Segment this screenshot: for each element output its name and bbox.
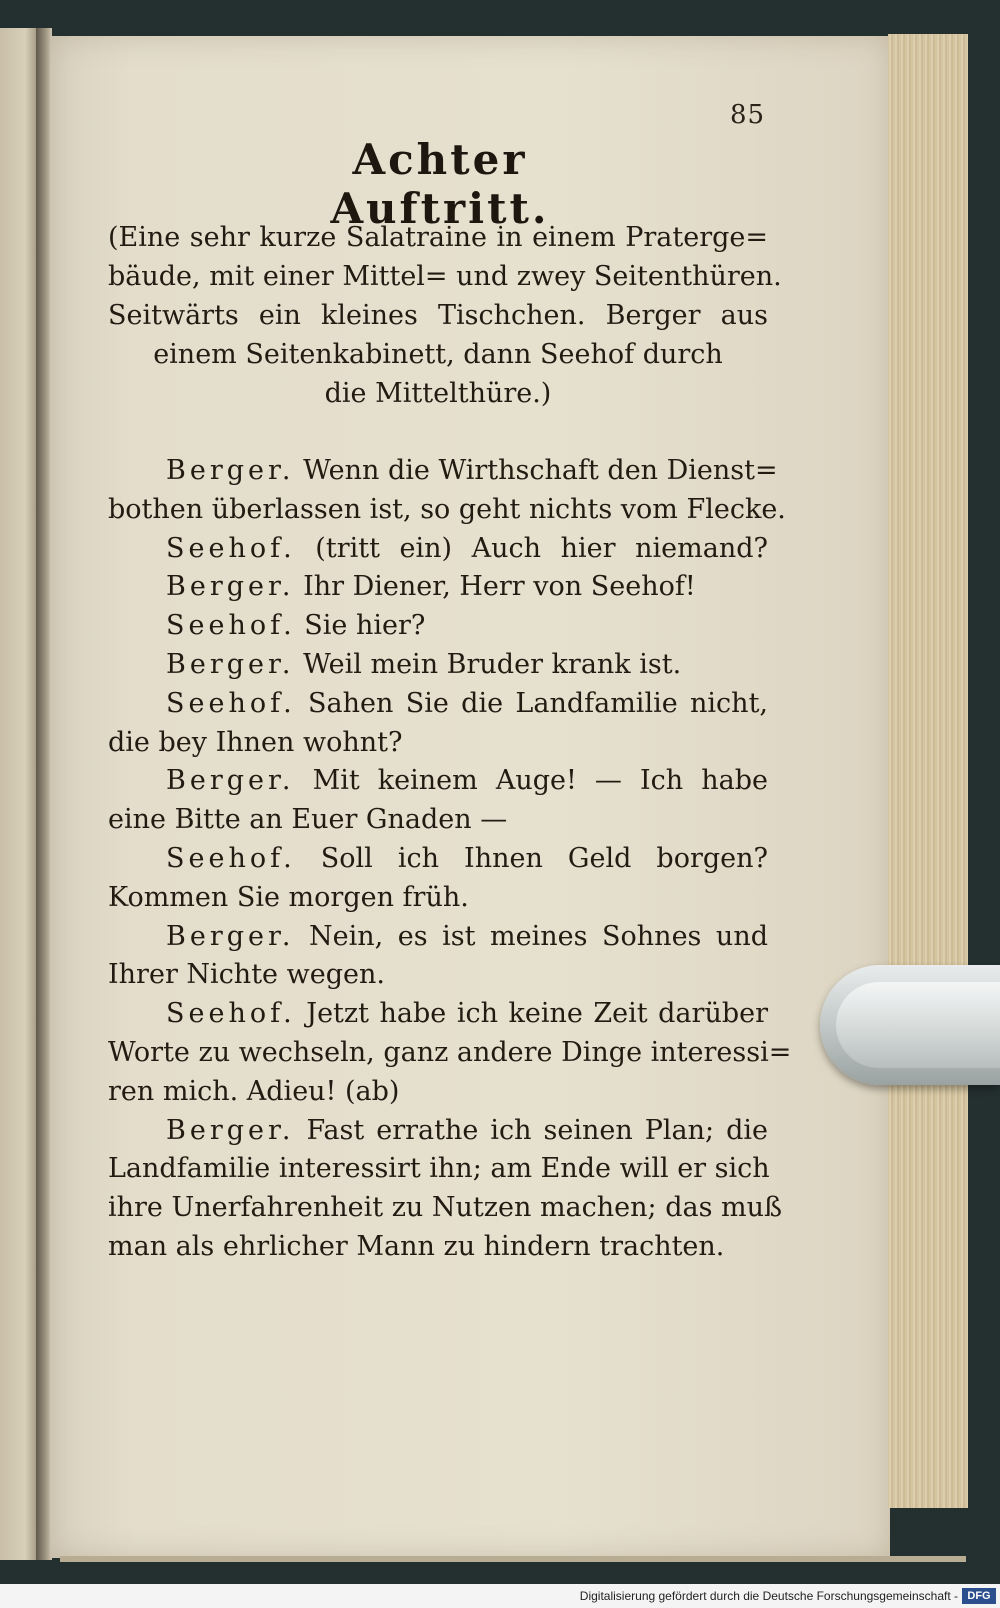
dialogue-line: [108, 646, 768, 685]
dialogue-line: [108, 491, 786, 530]
dialogue-text: Ihr Diener, Herr von Seehof!: [294, 571, 696, 603]
stage-direction-line: einem Seitenkabinett, dann Seehof durch: [153, 339, 723, 370]
dialogue-line: [108, 762, 768, 801]
dialogue-line: [108, 1112, 768, 1151]
dialogue-line: [108, 879, 768, 918]
speaker-name: Berger.: [166, 648, 295, 680]
speaker-name: Berger.: [166, 455, 295, 486]
speaker-name: Berger.: [166, 1114, 295, 1146]
stage-direction-line: bäude, mit einer Mittel= und zwey Seitenthüren.: [108, 261, 782, 292]
dialogue-text: (tritt ein) Auch hier niemand?: [295, 532, 768, 564]
speaker-name: Seehof.: [166, 610, 296, 642]
dialogue-text: Nein, es ist meines Sohnes und: [294, 920, 768, 952]
speaker-name: Seehof.: [166, 687, 296, 719]
dialogue-text: eine Bitte an Euer Gnaden —: [108, 804, 508, 836]
dfg-logo: DFG: [962, 1588, 996, 1604]
dialogue-text: man als ehrlicher Mann zu hindern trachten.: [108, 1230, 725, 1262]
facing-page-edge: [0, 28, 36, 1560]
dialogue-block: [108, 452, 792, 1267]
dialogue-line: [108, 801, 768, 840]
speaker-name: Seehof.: [166, 842, 296, 874]
dialogue-line: [108, 995, 768, 1034]
dialogue-line: [108, 685, 768, 724]
scene-heading: Achter Auftritt.: [330, 135, 550, 233]
speaker-name: Berger.: [166, 571, 295, 603]
dialogue-line: [108, 1034, 792, 1073]
dialogue-text: Jetzt habe ich keine Zeit darüber: [295, 998, 768, 1030]
dialogue-line: [108, 1189, 783, 1228]
speaker-name: Berger.: [166, 765, 295, 797]
dialogue-line: [108, 956, 768, 995]
dialogue-line: [108, 568, 768, 607]
dialogue-text: Worte zu wechseln, ganz andere Dinge interessi=: [108, 1036, 792, 1068]
dialogue-line: [108, 452, 778, 491]
dialogue-line: [108, 1073, 768, 1112]
page-bottom-edge: [60, 1556, 966, 1562]
dialogue-text: Sie hier?: [295, 610, 426, 642]
speaker-name: Seehof.: [166, 998, 296, 1030]
page-number: 85: [730, 100, 766, 130]
dialogue-text: Ihrer Nichte wegen.: [108, 959, 385, 991]
dialogue-text: Wenn die Wirthschaft den Dienst=: [294, 455, 778, 486]
dialogue-text: Sahen Sie die Landfamilie nicht,: [295, 687, 768, 719]
dialogue-line: [108, 607, 768, 646]
dialogue-text: bothen überlassen ist, so geht nichts vom Flecke.: [108, 493, 786, 525]
page-stack-edges: [888, 34, 968, 1508]
dialogue-line: [108, 724, 768, 763]
stage-direction-line: die Mittelthüre.): [324, 378, 552, 409]
dialogue-text: Kommen Sie morgen früh.: [108, 881, 469, 913]
stage-direction-line: (Eine sehr kurze Salatraine in einem Praterge=: [108, 222, 768, 253]
dialogue-line: [108, 1150, 768, 1189]
speaker-name: Berger.: [166, 920, 295, 952]
footer-bar: [0, 1584, 1000, 1608]
dialogue-text: die bey Ihnen wohnt?: [108, 726, 403, 758]
dialogue-text: ihre Unerfahrenheit zu Nutzen machen; das muß: [108, 1192, 783, 1224]
stage-direction: [108, 218, 782, 413]
dialogue-line: [108, 1228, 768, 1267]
page-clip-highlight: [836, 982, 1000, 1068]
stage-direction-line: Seitwärts ein kleines Tischchen. Berger aus: [108, 300, 768, 331]
dialogue-text: Weil mein Bruder krank ist.: [294, 648, 682, 680]
dialogue-text: Soll ich Ihnen Geld borgen?: [295, 842, 768, 874]
dialogue-line: [108, 530, 768, 569]
dialogue-line: [108, 840, 768, 879]
dialogue-text: Fast errathe ich seinen Plan; die: [294, 1114, 768, 1146]
dialogue-text: Landfamilie interessirt ihn; am Ende will er sich: [108, 1153, 770, 1185]
dialogue-line: [108, 918, 768, 957]
speaker-name: Seehof.: [166, 532, 296, 564]
dialogue-text: Mit keinem Auge! — Ich habe: [294, 765, 768, 797]
footer-credit: Digitalisierung gefördert durch die Deutsche Forschungsgemeinschaft -: [579, 1589, 958, 1603]
dialogue-text: ren mich. Adieu! (ab): [108, 1075, 400, 1107]
